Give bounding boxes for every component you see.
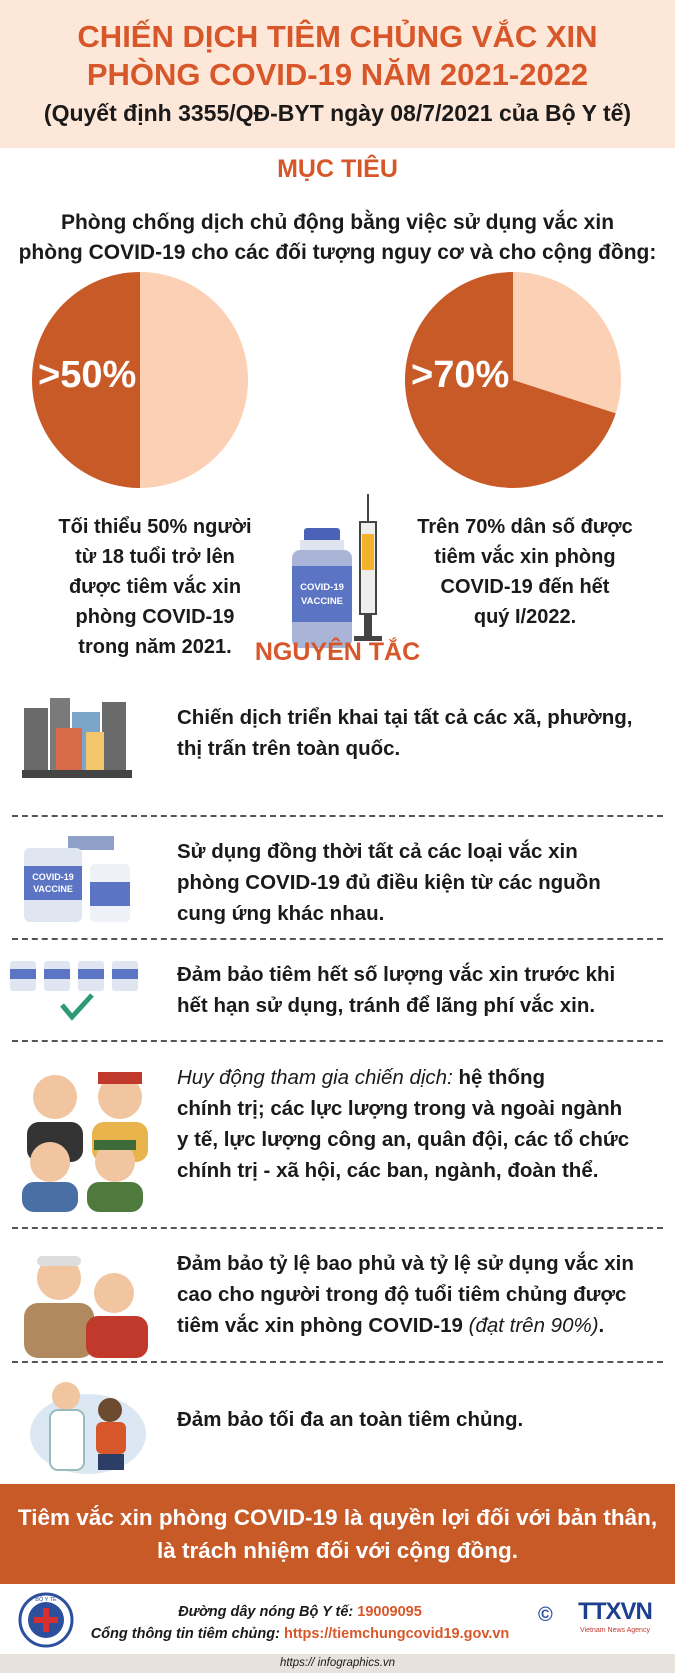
objectives-heading: MỤC TIÊU (277, 155, 398, 183)
hotline-line (60, 1604, 540, 1620)
subtitle: (Quyết định 3355/QĐ-BYT ngày 08/7/2021 của Bộ Y tế) (43, 100, 632, 126)
target-50-line: trong năm 2021. (78, 636, 232, 658)
agency-logo-subtext: Vietnam News Agency (580, 1627, 650, 1634)
pie-50-label: >50% (38, 354, 137, 396)
divider (12, 815, 663, 817)
principle-5-line: Đảm bảo tỷ lệ bao phủ và tỷ lệ sử dụng vắc xin (177, 1252, 634, 1275)
pie-70-label: >70% (411, 354, 510, 396)
target-50-line: được tiêm vắc xin (68, 576, 242, 598)
target-text-70 (390, 512, 660, 632)
target-50-line: từ 18 tuổi trở lên (75, 546, 235, 568)
header (0, 0, 675, 148)
target-70-line: COVID-19 đến hết (440, 576, 610, 598)
hotline-label: Đường dây nóng Bộ Y tế: (178, 1604, 358, 1620)
banner-line-1: Tiêm vắc xin phòng COVID-19 là quyền lợi đối với bản thân, (17, 1505, 658, 1530)
principle-5-line (177, 1310, 667, 1341)
principle-text-3 (177, 959, 667, 1021)
divider (12, 1227, 663, 1229)
source-url[interactable]: https:// infographics.vn (0, 1654, 675, 1673)
principle-4-line: chính trị - xã hội, các ban, ngành, đoàn thể. (177, 1159, 599, 1182)
divider (12, 938, 663, 940)
footer (0, 1584, 675, 1673)
principle-2-line: phòng COVID-19 đủ điều kiện từ các nguồn (177, 871, 601, 894)
portal-label: Cổng thông tin tiêm chủng: (90, 1626, 284, 1642)
title-line-1: CHIẾN DỊCH TIÊM CHỦNG VẮC XIN (77, 19, 598, 54)
principle-1-line: Chiến dịch triển khai tại tất cả các xã, phường, (177, 706, 633, 729)
principle-3-line: hết hạn sử dụng, tránh để lãng phí vắc xin. (177, 994, 596, 1017)
ministry-logo-text: BỘ Y TẾ (35, 1597, 57, 1603)
community-forces-people-icon (10, 1062, 160, 1212)
vials-checkmark-icon (4, 955, 154, 1025)
divider (12, 1361, 663, 1363)
target-50-line: phòng COVID-19 (75, 606, 235, 628)
portal-link[interactable]: https://tiemchungcovid19.gov.vn (283, 1626, 510, 1642)
target-70-line: Trên 70% dân số được (417, 516, 633, 538)
agency-logo-text: TTXVN (578, 1598, 652, 1625)
principle-6-line: Đảm bảo tối đa an toàn tiêm chủng. (177, 1408, 524, 1431)
principle-2-line: Sử dụng đồng thời tất cả các loại vắc xin (177, 840, 578, 863)
small-vial-label-2: VACCINE (33, 884, 73, 894)
principle-5-line3-main: tiêm vắc xin phòng COVID-19 (177, 1314, 469, 1337)
closing-banner (0, 1484, 675, 1584)
principles-heading: NGUYÊN TẮC (254, 638, 421, 666)
small-vial-label-1: COVID-19 (32, 872, 74, 882)
vial-label-2: VACCINE (300, 596, 344, 607)
target-70-line: quý I/2022. (473, 606, 577, 628)
divider (12, 1040, 663, 1042)
ttxvn-logo (565, 1598, 665, 1635)
target-70-line: tiêm vắc xin phòng (434, 546, 616, 568)
vial-label-1: COVID-19 (300, 582, 344, 593)
principle-2-line: cung ứng khác nhau. (177, 902, 385, 925)
principle-4-lead: Huy động tham gia chiến dịch: (177, 1066, 459, 1089)
principle-text-1 (177, 702, 667, 764)
copyright-icon: © (538, 1604, 553, 1626)
elderly-people-icon (14, 1248, 154, 1358)
principle-5-note: (đạt trên 90%) (468, 1314, 599, 1337)
principle-5-line: cao cho người trong độ tuổi tiêm chủng được (177, 1283, 627, 1306)
principle-4-line: y tế, lực lượng công an, quân đội, các tổ chức (177, 1128, 630, 1151)
principle-4-line (177, 1062, 667, 1093)
banner-line-2: là trách nhiệm đối với cộng đồng. (156, 1538, 519, 1563)
principle-3-line: Đảm bảo tiêm hết số lượng vắc xin trước khi (177, 963, 616, 986)
principle-4-line1-rest: hệ thống (458, 1066, 546, 1089)
doctor-vaccinating-patient-icon (28, 1374, 148, 1474)
portal-line (60, 1626, 540, 1642)
city-buildings-icon (22, 698, 132, 778)
target-50-line: Tối thiểu 50% người (58, 516, 252, 538)
vaccine-vials-icon (14, 836, 144, 922)
principle-4-line: chính trị; các lực lượng trong và ngoài ngành (177, 1097, 623, 1120)
title-line-2: PHÒNG COVID-19 NĂM 2021-2022 (86, 57, 589, 92)
hotline-number[interactable]: 19009095 (357, 1604, 422, 1620)
intro-line-1: Phòng chống dịch chủ động bằng việc sử dụng vắc xin (60, 211, 615, 234)
principle-text-4 (177, 1062, 667, 1186)
principle-text-5 (177, 1248, 667, 1341)
principle-text-6 (177, 1404, 667, 1435)
principle-text-2 (177, 836, 667, 929)
objectives-intro (0, 208, 675, 268)
principle-5-line3-end: . (598, 1314, 605, 1337)
intro-line-2: phòng COVID-19 cho các đối tượng nguy cơ và cho cộng đồng: (18, 241, 657, 264)
principle-1-line: thị trấn trên toàn quốc. (177, 737, 401, 760)
vaccine-vial-syringe-icon (290, 494, 390, 654)
